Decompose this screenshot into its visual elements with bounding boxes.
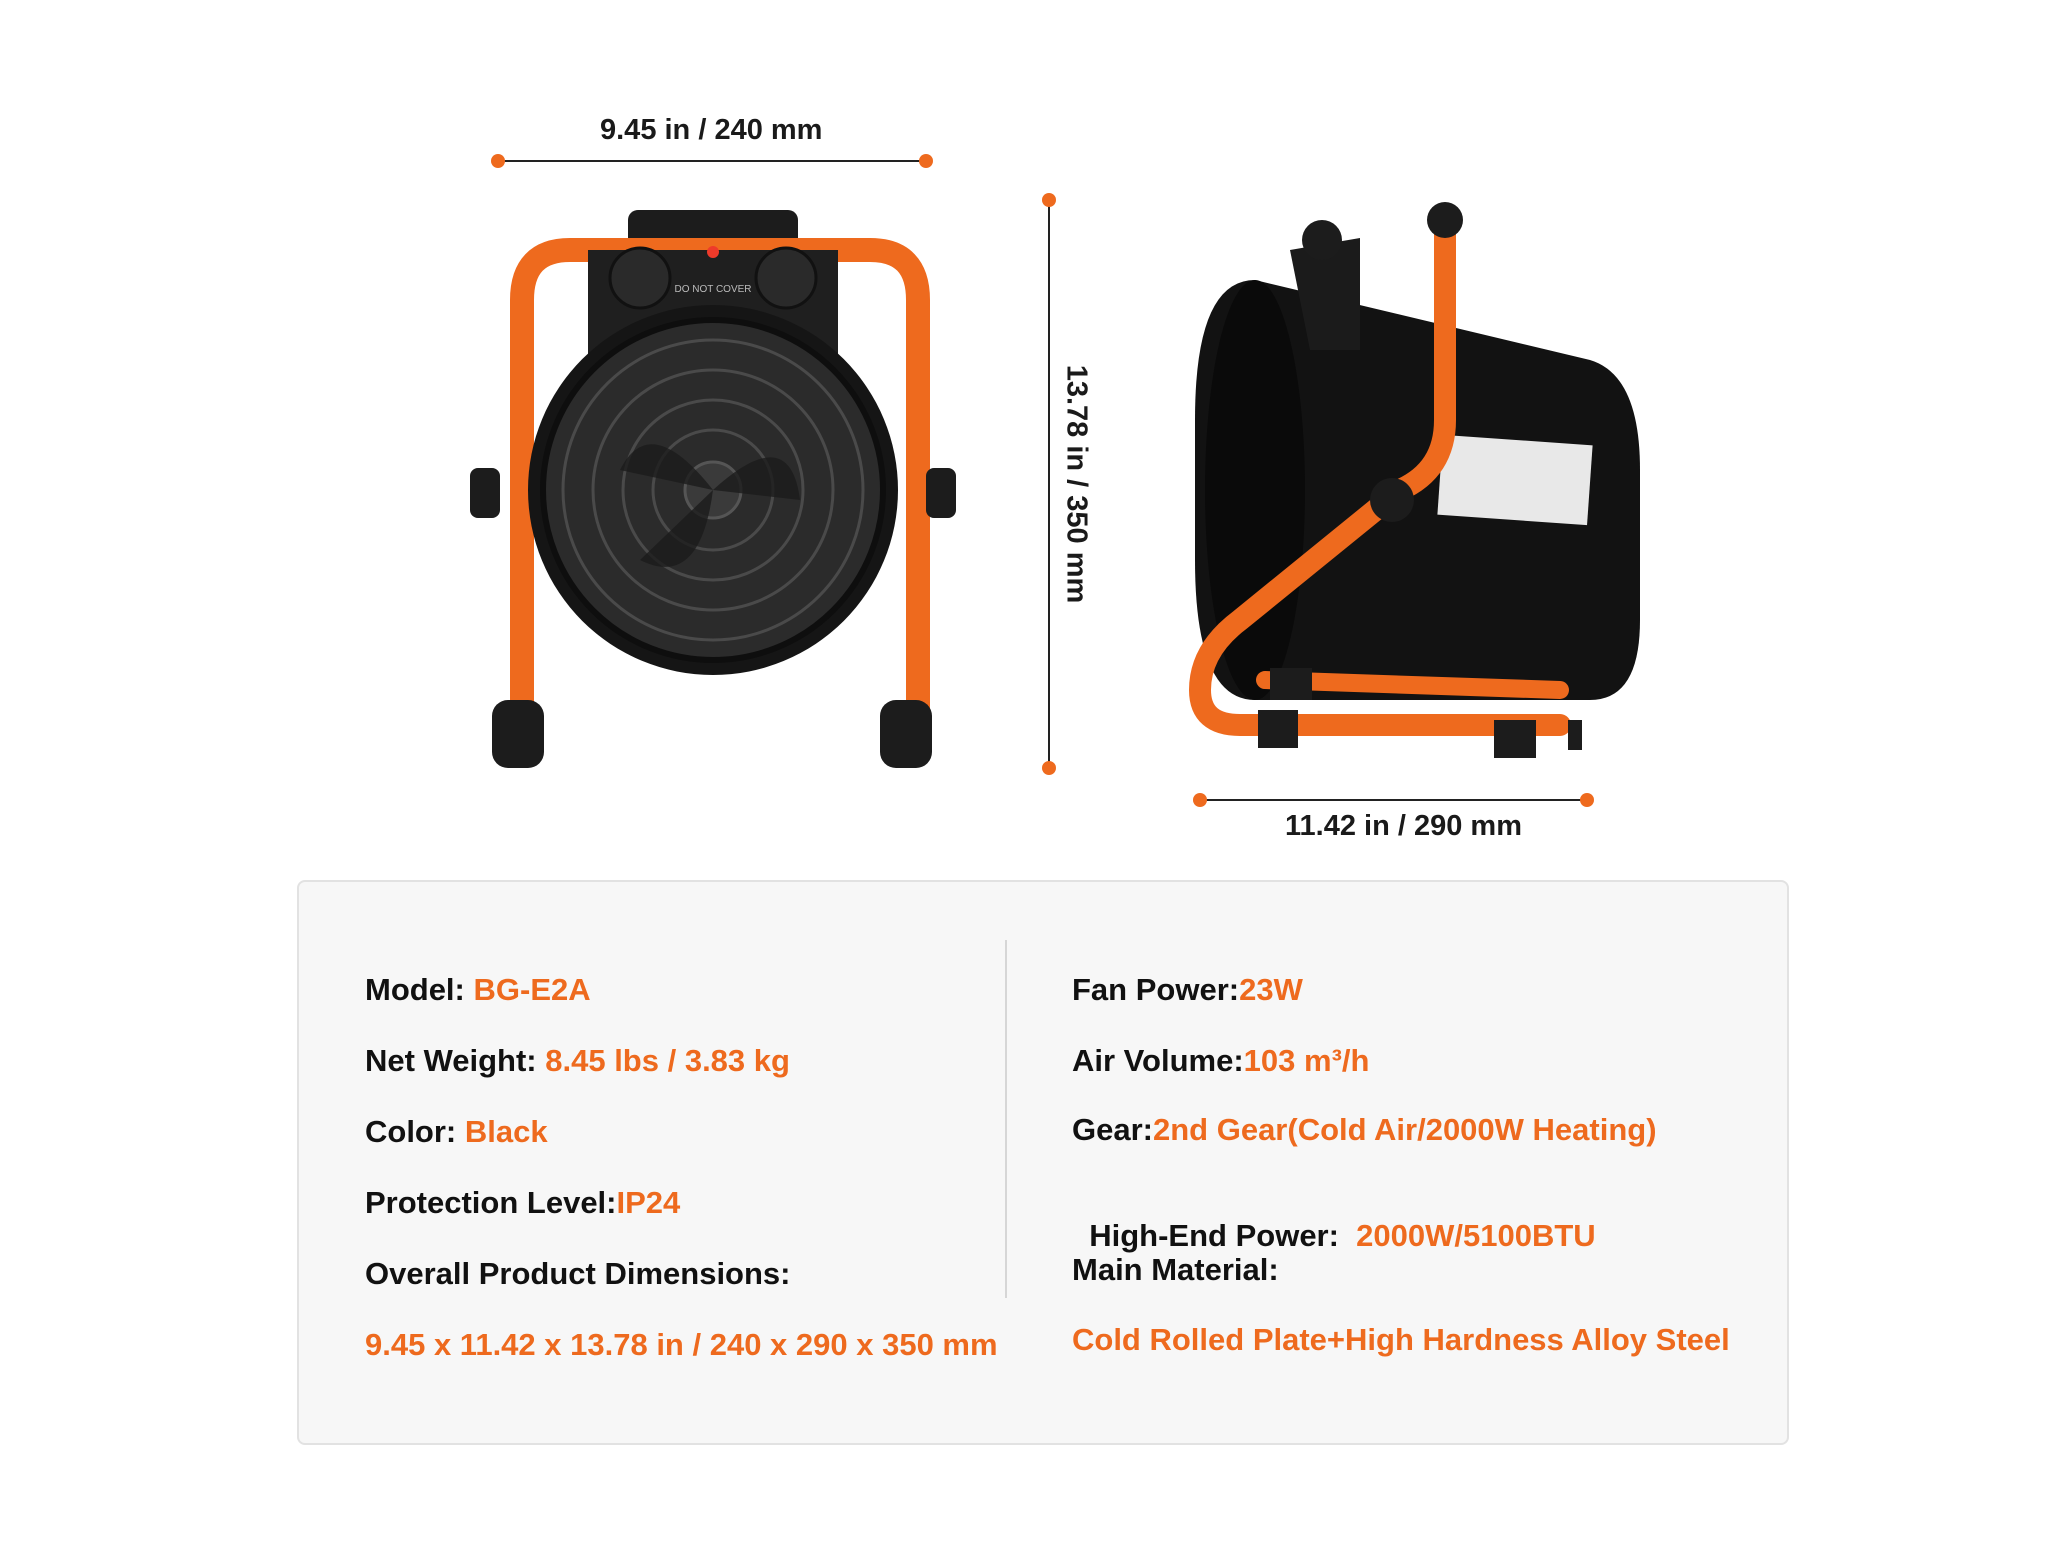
spec-air-volume-value: 103 m³/h: [1243, 1043, 1370, 1078]
heater-front-view: [470, 210, 956, 768]
heater-side-view: [1195, 202, 1640, 758]
spec-model-key: Model:: [365, 972, 474, 1007]
spec-overall-dimensions-key: Overall Product Dimensions:: [365, 1256, 791, 1291]
spec-high-end-power-value: 2000W/5100BTU: [1356, 1218, 1596, 1253]
spec-air-volume-key: Air Volume:: [1072, 1043, 1244, 1078]
spec-protection-level-value: IP24: [616, 1185, 681, 1220]
spec-net-weight-key: Net Weight:: [365, 1043, 546, 1078]
spec-high-end-power: [1072, 1182, 1596, 1254]
spec-color-value: Black: [464, 1114, 548, 1149]
spec-fan-power: [1072, 972, 1303, 1008]
width-dimension-line: [491, 154, 933, 168]
spec-air-volume: [1072, 1043, 1369, 1079]
spec-gear-value: 2nd Gear(Cold Air/2000W Heating): [1152, 1112, 1657, 1147]
width-dimension-label: 9.45 in / 240 mm: [600, 114, 823, 146]
spec-gear-key: Gear:: [1072, 1112, 1153, 1147]
spec-model: [365, 972, 591, 1008]
spec-protection-level: [365, 1185, 680, 1221]
depth-dimension-label: 11.42 in / 290 mm: [1285, 810, 1522, 842]
spec-overall-dimensions: [365, 1256, 791, 1292]
spec-color-key: Color:: [365, 1114, 465, 1149]
specifications-divider: [1005, 940, 1007, 1298]
spec-net-weight: [365, 1043, 790, 1079]
spec-fan-power-key: Fan Power:: [1072, 972, 1240, 1007]
spec-overall-dimensions-value: 9.45 x 11.42 x 13.78 in / 240 x 290 x 350 mm: [365, 1327, 998, 1362]
do-not-cover-label: DO NOT COVER: [674, 284, 752, 295]
height-dimension-label: 13.78 in / 350 mm: [1060, 364, 1093, 604]
spec-main-material-key: Main Material:: [1072, 1252, 1279, 1287]
spec-net-weight-value: 8.45 lbs / 3.83 kg: [545, 1043, 790, 1078]
spec-protection-level-key: Protection Level:: [365, 1185, 617, 1220]
depth-dimension-line: [1193, 793, 1594, 807]
spec-fan-power-value: 23W: [1239, 972, 1303, 1007]
spec-gear: [1072, 1112, 1657, 1148]
spec-high-end-power-key: High-End Power:: [1089, 1218, 1357, 1253]
spec-main-material-value: Cold Rolled Plate+High Hardness Alloy Steel: [1072, 1322, 1730, 1357]
spec-model-value: BG-E2A: [473, 972, 591, 1007]
height-dimension-line: [1042, 193, 1056, 775]
spec-main-material: [1072, 1252, 1279, 1288]
spec-color: [365, 1114, 548, 1150]
